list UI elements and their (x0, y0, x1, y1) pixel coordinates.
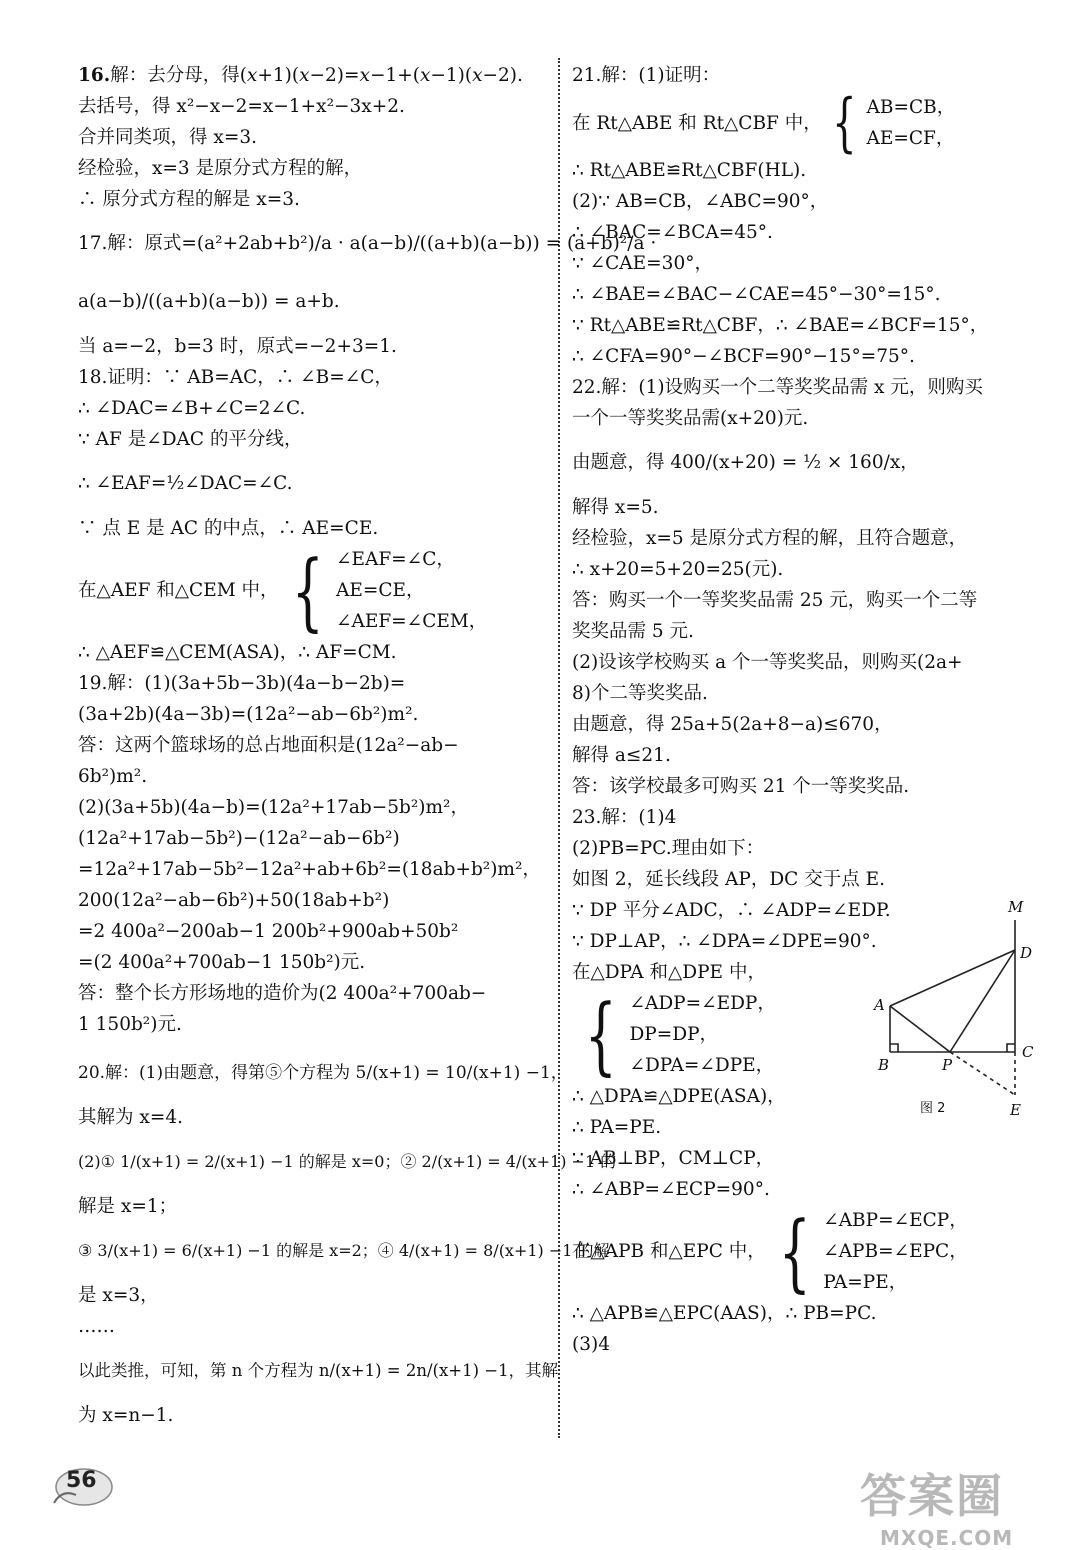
q23-line: ∴ ∠ABP=∠ECP=90°. (572, 1179, 770, 1200)
q23-line: ∵ AB⊥BP，CM⊥CP， (572, 1148, 775, 1169)
q19-line: =12a²+17ab−5b²−12a²+ab+6b²=(18ab+b²)m²， (78, 859, 541, 880)
q18-line: 18.证明：∵ AB=AC，∴ ∠B=∠C， (78, 367, 393, 388)
brace-icon: { (584, 985, 617, 1084)
q21-system-intro: 在 Rt△ABE 和 Rt△CBF 中， (572, 112, 822, 134)
q23-system-2-rows (823, 1205, 968, 1298)
watermark (860, 1460, 1013, 1550)
q22-line: 答：该学校最多可购买 21 个一等奖奖品. (572, 776, 910, 797)
q21-system-rows (866, 92, 955, 154)
q23-line: ∵ DP 平分∠ADC，∴ ∠ADP=∠EDP. (572, 900, 891, 921)
system-row: ∠AEF=∠CEM， (335, 611, 488, 632)
q21-line: 21.解：(1)证明： (572, 65, 721, 86)
q20-line: 是 x=3， (78, 1285, 159, 1306)
q20-line: 其解为 x=4. (78, 1107, 183, 1128)
q22-line: (2)设该学校购买 a 个一等奖奖品，则购买(2a+ (572, 652, 963, 673)
q21-line: (2)∵ AB=CB，∠ABC=90°， (572, 191, 829, 212)
q21-line: ∴ Rt△ABE≌Rt△CBF(HL). (572, 160, 807, 181)
point-label-b: B (878, 1056, 890, 1074)
point-label-p: P (942, 1056, 953, 1074)
q16-line: 合并同类项，得 x=3. (78, 127, 257, 148)
q18-system (78, 541, 548, 640)
brace-icon: { (778, 1202, 811, 1301)
q23-line: (3)4 (572, 1334, 610, 1355)
q19-line: 1 150b²)元. (78, 1014, 182, 1035)
brace-icon: { (291, 541, 324, 640)
q16-line: ∴ 原分式方程的解是 x=3. (78, 189, 300, 210)
q19-line: 19.解：(1)(3a+5b−3b)(4a−b−2b)= (78, 673, 406, 694)
q18-system-intro: 在△AEF 和△CEM 中， (78, 580, 279, 601)
right-angle-b (890, 1044, 898, 1052)
system-row: ∠EAF=∠C， (335, 549, 455, 570)
q16-line: 经检验，x=3 是原分式方程的解， (78, 158, 363, 179)
q21-line: ∴ ∠BAE=∠BAC−∠CAE=45°−30°=15°. (572, 284, 941, 305)
q19-line: 答：这两个篮球场的总占地面积是(12a²−ab− (78, 735, 459, 756)
q23-system-2 (572, 1202, 1042, 1301)
page-number: 56 (66, 1468, 97, 1493)
q19-line: 答：整个长方形场地的造价为(2 400a²+700ab− (78, 983, 487, 1004)
q20-line: 20.解：(1)由题意，得第⑤个方程为 5/(x+1) = 10/(x+1) −1， (78, 1063, 568, 1083)
point-label-d: D (1020, 944, 1033, 962)
q16-line: 去括号，得 x²−x−2=x−1+x²−3x+2. (78, 96, 405, 117)
q19-line: 200(12a²−ab−6b²)+50(18ab+b²) (78, 890, 390, 911)
q22-line: 答：购买一个一等奖奖品需 25 元，购买一个二等 (572, 590, 978, 611)
q19-line: 6b²)m². (78, 766, 148, 787)
q18-solution (78, 362, 548, 668)
q18-line: ∵ AF 是∠DAC 的平分线， (78, 429, 303, 450)
q22-line: 8)个二等奖奖品. (572, 683, 708, 704)
system-row: AE=CF， (866, 128, 955, 149)
system-row: PA=PE， (823, 1272, 908, 1293)
q21-solution (572, 60, 1042, 372)
q16-line: 16.解：去分母，得(x+1)(x−2)=x−1+(x−1)(x−2). (78, 65, 523, 86)
point-label-c: C (1022, 1043, 1034, 1061)
q19-solution (78, 668, 548, 1040)
q22-line: 由题意，得 400/(x+20) = ½ × 160/x， (572, 452, 919, 473)
column-divider (558, 58, 560, 1438)
q23-line: ∴ PA=PE. (572, 1117, 662, 1138)
geometry-figure-2 (850, 890, 1050, 1130)
q22-line: 解得 a≤21. (572, 745, 671, 766)
q18-system-rows (336, 544, 487, 637)
q21-line: ∴ ∠CFA=90°−∠BCF=90°−15°=75°. (572, 346, 915, 367)
q18-line: ∴ △AEF≌△CEM(ASA)，∴ AF=CM. (78, 642, 397, 663)
q21-system (572, 86, 1042, 160)
system-row: ∠APB=∠EPC， (823, 1241, 968, 1262)
system-row: DP=DP， (629, 1024, 719, 1045)
system-row: ∠ADP=∠EDP， (629, 993, 776, 1014)
system-row: AE=CE， (335, 580, 425, 601)
q22-line: 由题意，得 25a+5(2a+8−a)≤670， (572, 714, 893, 735)
q22-solution (572, 372, 1042, 802)
q19-line: (2)(3a+5b)(4a−b)=(12a²+17ab−5b²)m²， (78, 797, 469, 818)
q20-line: 为 x=n−1. (78, 1405, 174, 1426)
system-row: ∠ABP=∠ECP， (823, 1210, 968, 1231)
watermark-url: MXQE.COM (880, 1526, 1014, 1550)
q18-line: ∴ ∠DAC=∠B+∠C=2∠C. (78, 398, 306, 419)
q17-line: 当 a=−2，b=3 时，原式=−2+3=1. (78, 336, 397, 357)
q23-line: 在△DPA 和△DPE 中， (572, 962, 766, 983)
q18-line: ∵ 点 E 是 AC 的中点，∴ AE=CE. (78, 518, 379, 539)
q20-line: 解是 x=1； (78, 1196, 178, 1217)
q18-line: ∴ ∠EAF=½∠DAC=∠C. (78, 473, 293, 494)
q23-line: 如图 2，延长线段 AP，DC 交于点 E. (572, 869, 885, 890)
q19-line: (12a²+17ab−5b²)−(12a²−ab−6b²) (78, 828, 400, 849)
q23-line: ∵ DP⊥AP，∴ ∠DPA=∠DPE=90°. (572, 931, 877, 952)
right-column (572, 60, 1042, 1360)
q22-line: ∴ x+20=5+20=25(元). (572, 559, 784, 580)
q19-line: =(2 400a²+700ab−1 150b²)元. (78, 952, 366, 973)
line-pe-dashed (950, 1052, 1015, 1095)
system-row: ∠DPA=∠DPE， (629, 1055, 775, 1076)
q22-line: 解得 x=5. (572, 497, 659, 518)
q23-system-1-rows (629, 988, 775, 1081)
point-label-m: M (1008, 898, 1024, 916)
brace-icon: { (831, 86, 857, 160)
q20-line: …… (78, 1316, 115, 1337)
watermark-title: 答案圈 (860, 1469, 1004, 1523)
q20-line: ③ 3/(x+1) = 6/(x+1) −1 的解是 x=2；④ 4/(x+1) = 8/(x+1) −1 的解 (78, 1241, 610, 1260)
q20-line: 以此类推，可知，第 n 个方程为 n/(x+1) = 2n/(x+1) −1，其解 (78, 1361, 559, 1380)
point-label-e: E (1010, 1101, 1021, 1119)
q17-line: a(a−b)/((a+b)(a−b)) = a+b. (78, 291, 340, 312)
q22-line: 奖奖品需 5 元. (572, 621, 694, 642)
q21-line: ∵ ∠CAE=30°， (572, 253, 713, 274)
q23-line: ∴ △APB≌△EPC(AAS)，∴ PB=PC. (572, 1303, 877, 1324)
system-row: AB=CB， (866, 97, 956, 118)
q17-line: 17.解：原式=(a²+2ab+b²)/a · a(a−b)/((a+b)(a−b)) = (a+b)²/a · (78, 233, 657, 254)
q22-line: 22.解：(1)设购买一个二等奖奖品需 x 元，则购买 (572, 377, 983, 398)
q21-line: ∵ Rt△ABE≌Rt△CBF，∴ ∠BAE=∠BCF=15°， (572, 315, 989, 336)
line-ap (890, 1006, 950, 1052)
q23-system-2-intro: 在△APB 和△EPC 中， (572, 1241, 766, 1262)
point-label-a: A (874, 996, 885, 1014)
q23-line: ∴ △DPA≌△DPE(ASA)， (572, 1086, 786, 1107)
q16-solution (78, 60, 548, 215)
right-angle-c (1007, 1044, 1015, 1052)
q19-line: (3a+2b)(4a−3b)=(12a²−ab−6b²)m². (78, 704, 419, 725)
q22-line: 一个一等奖奖品需(x+20)元. (572, 408, 809, 429)
q21-line: ∴ ∠BAC=∠BCA=45°. (572, 222, 773, 243)
q20-line: (2)① 1/(x+1) = 2/(x+1) −1 的解是 x=0；② 2/(x+1) = 4/(x+1) −1 的 (78, 1152, 617, 1171)
q22-line: 经检验，x=5 是原分式方程的解，且符合题意， (572, 528, 968, 549)
q23-line: 23.解：(1)4 (572, 807, 677, 828)
figure-caption: 图 2 (920, 1101, 946, 1116)
q23-line: (2)PB=PC.理由如下： (572, 838, 765, 859)
q19-line: =2 400a²−200ab−1 200b²+900ab+50b² (78, 921, 459, 942)
